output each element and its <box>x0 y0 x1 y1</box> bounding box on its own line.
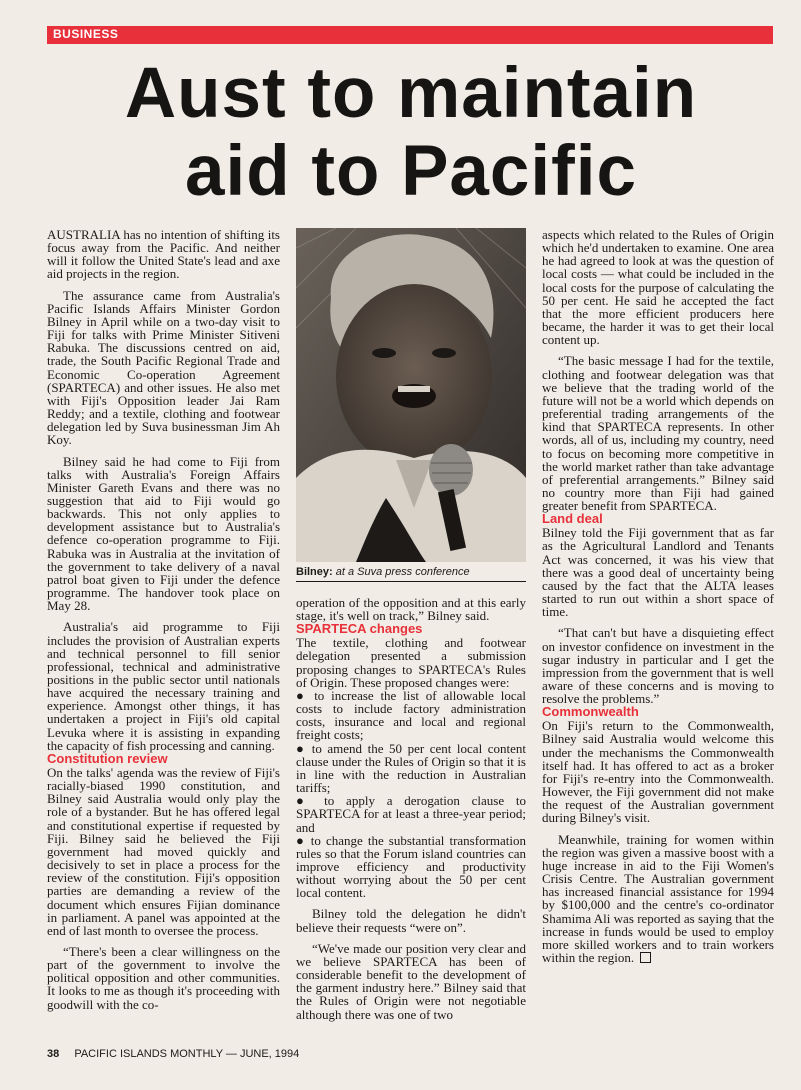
photo-caption <box>296 565 526 579</box>
section-bar <box>47 26 773 44</box>
paragraph: Bilney told the Fiji government that as far as the Agricultural Landlord and Tenants Act was concerned, it was his view that there was a good deal of uncertainty being caused by the fact that the ALTA leases started to run out within a short space of time. <box>542 525 774 620</box>
headline-line-2: aid to Pacific <box>185 132 637 211</box>
headline-line-1: Aust to maintain <box>124 54 698 133</box>
bullet-text: to change the substantial transformation rules so that the Forum island countries can improve efficiency and productivity without worrying about the 50 per cent local content. <box>296 832 527 901</box>
paragraph-text: Meanwhile, training for women within the region was given a massive boost with a huge increase in aid to the Fiji Women's Crisis Centre. The Australian government has increased financial assistance for 1994 by $100,000 and the centre's co-ordinator Shamima Ali was reported as saying that the increase in funds would be used to employ more skilled workers and to train workers within the region. <box>542 831 774 965</box>
headline <box>48 55 774 211</box>
bullet-item <box>296 834 526 900</box>
caption-divider <box>296 581 526 582</box>
bullet-icon: ● <box>296 740 307 756</box>
caption-text: at a Suva press conference <box>335 566 470 578</box>
page-footer <box>47 1048 299 1060</box>
paragraph: On the talks' agenda was the review of Fiji's racially-biased 1990 constitution, and Bilney said Australia would only play the role of a bystander. But he has offered legal and constitutional expertise if requested by Fiji. Bilney said he believed the Fiji government had moved quickly and decisively to set in place a process for the review of the constitution. Fiji's opposition parties are demanding a review of the document which ensures Fijian dominance in parliament. A panel was appointed at the end of last month to oversee the process. <box>47 764 280 938</box>
subhead-land-deal: Land deal <box>542 511 603 527</box>
bullet-icon: ● <box>296 793 313 809</box>
bullet-icon: ● <box>296 832 306 848</box>
article-column-3 <box>542 228 774 972</box>
article-column-1 <box>47 228 280 1019</box>
bullet-item <box>296 689 526 742</box>
paragraph: “That can't but have a disquieting effect on investor confidence on investment in the sugar industry in particular and I get the impression from the government that is well aware of these concerns and is moving to resolve the problems.” <box>542 625 774 707</box>
bullet-text: to apply a derogation clause to SPARTECA for at least a three-year period; and <box>296 793 527 835</box>
subhead-constitution-review: Constitution review <box>47 750 168 766</box>
paragraph: On Fiji's return to the Commonwealth, Bilney said Australia would welcome this under the mechanisms the Commonwealth itself had. It has offered to act as a broker for Fiji's re-entry into the Commonwealth. However, the Fiji government did not make the request of the Australian government during Bilney's visit. <box>542 718 774 826</box>
paragraph: aspects which related to the Rules of Origin which he'd undertaken to examine. One area he had agreed to look at was the question of local costs — what could be included in the local costs for the purpose of calculating the 50 per cent. He said he accepted the fact that the more efficient producers here became, the harder it was to get their local content up. <box>542 227 774 348</box>
bullet-item <box>296 742 526 795</box>
bullet-item <box>296 794 526 833</box>
paragraph: “The basic message I had for the textile, clothing and footwear delegation was that we believe that the trading world of the future will not be a world which depends on preferential trading arrangements of the kind that SPARTECA represents. In other words, all of us, including my country, need to focus on becoming more competitive in the world market rather than take advantage of preferential arrangements.” Bilney said no country more than Fiji had gained greater benefit from SPARTECA. <box>542 353 774 514</box>
publication-line: PACIFIC ISLANDS MONTHLY — JUNE, 1994 <box>74 1048 300 1060</box>
paragraph <box>542 833 774 965</box>
subhead-commonwealth: Commonwealth <box>542 704 639 720</box>
end-mark-icon <box>640 952 651 963</box>
caption-lead: Bilney: <box>296 566 333 578</box>
page-number: 38 <box>47 1048 60 1060</box>
paragraph: The textile, clothing and footwear delegation presented a submission proposing changes to SPARTECA's Rules of Origin. These proposed changes were: <box>296 635 526 690</box>
paragraph: “There's been a clear willingness on the part of the government to involve the political opposition and other communities. It looks to me as though it's proceeding with goodwill with the co- <box>47 943 280 1012</box>
article-column-2 <box>296 596 526 1029</box>
paragraph: Australia's aid programme to Fiji includes the provision of Australian experts and technical personnel to fill senior professional, technical and administrative positions in the public sector until nationals have acquired the necessary training and experience. Amongst other things, it has undertaken a project in Fiji's old capital Levuka where it is assisting in expanding the capacity of fish processing and canning. <box>47 619 280 753</box>
section-label: BUSINESS <box>53 27 119 41</box>
paragraph: Bilney said he had come to Fiji from talks with Australia's Foreign Affairs Minister Gareth Evans and there was no suggestion that aid to Fiji would go backwards. This not only applies to development assistance but to Australia's defence co-operation programme to Fiji. Rabuka was in Australia at the invitation of the government to take delivery of a naval patrol boat given to Fiji under the defence programme. The handover took place on May 28. <box>47 453 280 614</box>
portrait-illustration <box>296 228 526 562</box>
bullet-text: to amend the 50 per cent local content clause under the Rules of Origin so that it is in line with the reduction in Australian tariffs; <box>296 740 526 796</box>
bullet-text: to increase the list of allowable local costs to include factory administration costs, insurance and local and regional freight costs; <box>296 687 526 743</box>
paragraph: Bilney told the delegation he didn't believe their requests “were on”. <box>296 906 526 935</box>
bilney-photo <box>296 228 526 562</box>
paragraph: The assurance came from Australia's Pacific Islands Affairs Minister Gordon Bilney in April while on a two-day visit to Fiji for talks with Prime Minister Sitiveni Rabuka. The discussions centred on aid, trade, the South Pacific Regional Trade and Economic Co-operation Agreement (SPARTECA) and other issues. He also met with Fiji's Opposition leader Jai Ram Reddy; and a textile, clothing and footwear delegation led by Suva businessman Jim Ah Koy. <box>47 287 280 448</box>
paragraph: AUSTRALIA has no intention of shifting its focus away from the Pacific. And neither will it follow the United State's lead and axe aid projects in the region. <box>47 227 280 282</box>
bullet-icon: ● <box>296 687 308 703</box>
subhead-sparteca-changes: SPARTECA changes <box>296 621 423 637</box>
paragraph: operation of the opposition and at this early stage, it's well on track,” Bilney said. <box>296 595 526 624</box>
paragraph: “We've made our position very clear and we believe SPARTECA has been of considerable benefit to the development of the garment industry here.” Bilney said that the Rules of Origin were not negotiable although there was one of two <box>296 940 526 1022</box>
